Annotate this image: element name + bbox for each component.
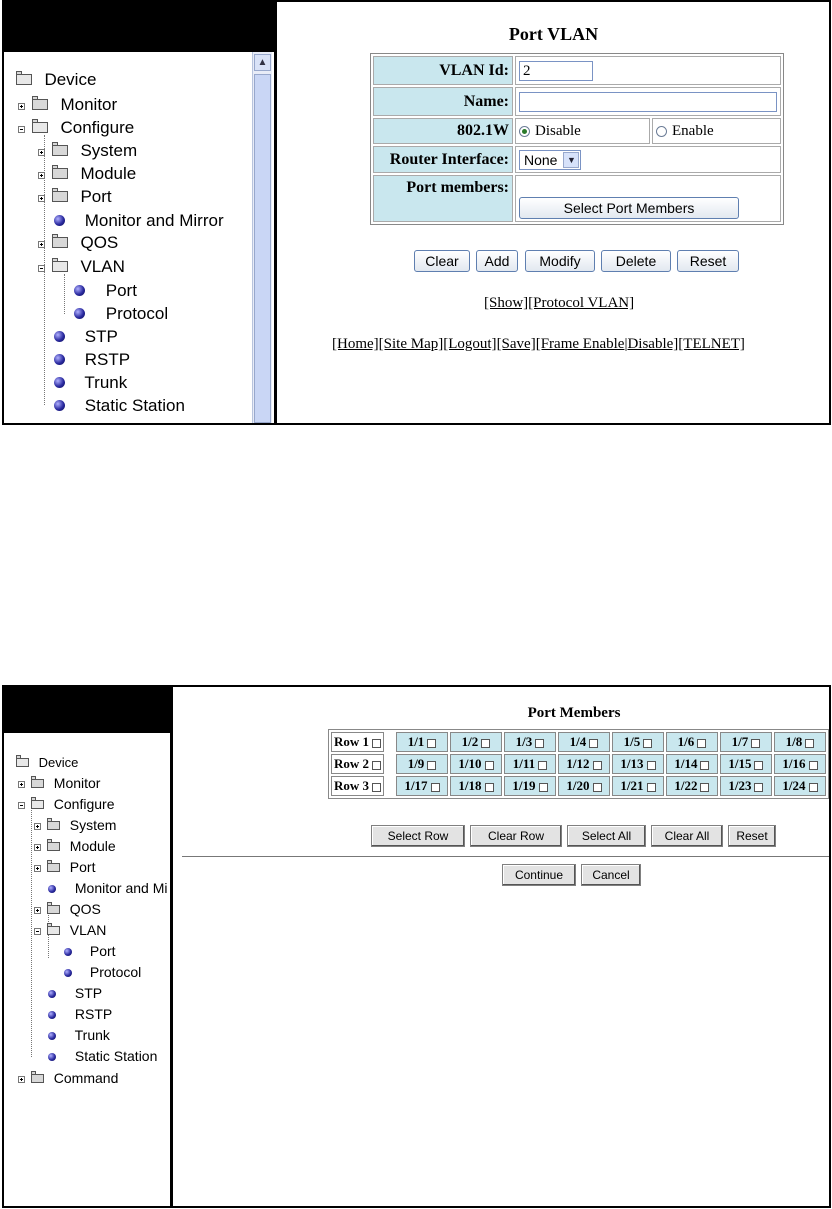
port-cell[interactable]: [396, 754, 448, 774]
port-cell[interactable]: [774, 776, 826, 796]
port-label: 1/24: [782, 778, 806, 793]
tree-item-label[interactable]: Monitor: [53, 775, 101, 791]
port-label: 1/2: [461, 734, 479, 749]
port-cell[interactable]: [720, 754, 772, 774]
port-checkbox[interactable]: [431, 783, 440, 792]
header-banner: [4, 2, 274, 52]
port-label: 1/19: [512, 778, 536, 793]
router-interface-label: Router Interface:: [373, 146, 513, 173]
port-checkbox[interactable]: [700, 761, 709, 770]
port-cell[interactable]: [396, 776, 448, 796]
port-cell[interactable]: [558, 732, 610, 752]
folder-icon: [31, 1074, 44, 1083]
folder-open-icon: [52, 261, 68, 272]
tree-item-label[interactable]: VLAN: [69, 922, 107, 938]
tree-item-rstp[interactable]: [54, 350, 130, 370]
expand-icon[interactable]: [34, 844, 41, 851]
tree-item-vlan[interactable]: [38, 257, 125, 277]
tree-item-monitor-mirror[interactable]: [54, 211, 224, 231]
port-checkbox[interactable]: [481, 739, 490, 748]
port-checkbox[interactable]: [751, 739, 760, 748]
tree-item-vlan-protocol[interactable]: [74, 304, 168, 324]
folder-open-icon: [47, 926, 60, 935]
tree-item-label[interactable]: Static Station: [84, 396, 185, 415]
vlan-id-label: VLAN Id:: [373, 56, 513, 85]
tree-item-label[interactable]: Port: [105, 281, 137, 300]
router-interface-value: None: [524, 151, 558, 168]
footer-links: [332, 336, 745, 353]
tree-item-label[interactable]: Port: [80, 187, 112, 206]
expand-icon[interactable]: [18, 1076, 25, 1083]
folder-open-icon: [16, 758, 29, 767]
port-label: 1/7: [731, 734, 749, 749]
tree-item-label[interactable]: Command: [53, 1070, 119, 1086]
bullet-icon: [64, 948, 72, 956]
folder-icon: [47, 821, 60, 830]
port-checkbox[interactable]: [485, 761, 494, 770]
reset-button[interactable]: Reset: [728, 825, 776, 847]
tree-item-qos[interactable]: [34, 901, 101, 917]
expand-icon[interactable]: [18, 781, 25, 788]
port-label: 1/14: [674, 756, 698, 771]
rstp-8021w-label: 802.1W: [373, 118, 513, 144]
tree-item-trunk[interactable]: [48, 1027, 110, 1043]
port-checkbox[interactable]: [593, 761, 602, 770]
expand-icon[interactable]: [38, 172, 45, 179]
bullet-icon: [54, 331, 65, 342]
router-interface-select[interactable]: [519, 150, 581, 170]
tree-item-vlan-protocol[interactable]: [64, 964, 141, 980]
enable-label: Enable: [672, 122, 714, 139]
port-cell[interactable]: [720, 732, 772, 752]
tree-item-configure[interactable]: [18, 118, 134, 138]
folder-icon: [47, 863, 60, 872]
frame-divider: [274, 2, 277, 425]
tree-item-label[interactable]: VLAN: [80, 257, 125, 276]
frame-enable-link[interactable]: [Frame Enable: [535, 336, 625, 352]
port-label: 1/21: [620, 778, 644, 793]
tree-root[interactable]: [16, 70, 96, 90]
port-cell[interactable]: [612, 754, 664, 774]
port-checkbox[interactable]: [485, 783, 494, 792]
port-label: 1/10: [458, 756, 482, 771]
scroll-up-icon[interactable]: ▲: [254, 54, 271, 71]
tree-item-system[interactable]: [34, 817, 116, 833]
tree-item-command[interactable]: [18, 1070, 118, 1086]
tree-item-label[interactable]: STP: [74, 985, 103, 1001]
clear-row-button[interactable]: Clear Row: [470, 825, 562, 847]
port-vlan-window: [2, 0, 831, 425]
logout-link[interactable]: [Logout]: [443, 336, 497, 352]
bullet-icon: [54, 400, 65, 411]
tree-item-label[interactable]: Monitor: [60, 95, 118, 114]
tree-item-stp[interactable]: [54, 327, 118, 347]
protocol-vlan-link[interactable]: [Protocol VLAN]: [528, 295, 635, 311]
port-cell[interactable]: [504, 754, 556, 774]
expand-icon[interactable]: [34, 823, 41, 830]
continue-button[interactable]: Continue: [502, 864, 576, 886]
port-cell[interactable]: [558, 754, 610, 774]
navigation-sidebar: [4, 733, 169, 1208]
folder-open-icon: [32, 122, 48, 133]
bullet-icon: [74, 285, 85, 296]
vlan-links: [484, 295, 634, 312]
tree-item-label[interactable]: Module: [69, 838, 116, 854]
tree-item-trunk[interactable]: [54, 373, 127, 393]
clear-button[interactable]: Clear: [414, 250, 470, 272]
add-button[interactable]: Add: [476, 250, 518, 272]
port-checkbox[interactable]: [427, 739, 436, 748]
port-cell[interactable]: [450, 754, 502, 774]
tree-item-label[interactable]: Configure: [60, 118, 135, 137]
row-select[interactable]: [331, 732, 384, 752]
home-link[interactable]: [Home]: [332, 336, 379, 352]
folder-open-icon: [31, 800, 44, 809]
tree-item-rstp[interactable]: [48, 1006, 112, 1022]
port-label: 1/13: [620, 756, 644, 771]
divider: [182, 856, 831, 857]
port-cell[interactable]: [396, 732, 448, 752]
row-label: Row 1: [334, 734, 370, 749]
port-cell[interactable]: [504, 732, 556, 752]
tree-item-vlan[interactable]: [34, 922, 106, 938]
tree-item-label[interactable]: Port: [89, 943, 116, 959]
page-title: Port VLAN: [508, 24, 599, 44]
port-vlan-form: [370, 53, 784, 225]
name-input[interactable]: [519, 92, 777, 112]
tree-item-label[interactable]: Trunk: [74, 1027, 110, 1043]
delete-button[interactable]: Delete: [601, 250, 671, 272]
tree-item-port[interactable]: [38, 187, 112, 207]
collapse-icon[interactable]: [18, 802, 25, 809]
port-checkbox[interactable]: [593, 783, 602, 792]
port-checkbox[interactable]: [427, 761, 436, 770]
port-label: 1/22: [674, 778, 698, 793]
tree-item-label[interactable]: QOS: [69, 901, 101, 917]
tree-item-module[interactable]: [34, 838, 116, 854]
select-row-button[interactable]: Select Row: [371, 825, 465, 847]
port-label: 1/15: [728, 756, 752, 771]
select-all-button[interactable]: Select All: [567, 825, 646, 847]
enable-radio[interactable]: [656, 126, 667, 137]
folder-icon: [52, 191, 68, 202]
expand-icon[interactable]: [18, 103, 25, 110]
disable-radio[interactable]: [519, 126, 530, 137]
folder-icon: [31, 779, 44, 788]
tree-item-qos[interactable]: [38, 233, 118, 253]
port-members-label: Port members:: [373, 175, 513, 222]
chevron-down-icon[interactable]: ▼: [563, 152, 579, 168]
tree-item-label[interactable]: System: [69, 817, 117, 833]
port-members-window: [2, 685, 831, 1208]
port-cell[interactable]: [612, 732, 664, 752]
port-checkbox[interactable]: [809, 761, 818, 770]
folder-icon: [52, 237, 68, 248]
bullet-icon: [48, 1053, 56, 1061]
tree-item-configure[interactable]: [18, 796, 114, 812]
tree-item-static-station[interactable]: [48, 1048, 157, 1064]
bullet-icon: [48, 990, 56, 998]
tree-item-module[interactable]: [38, 164, 136, 184]
port-cell[interactable]: [504, 776, 556, 796]
port-checkbox[interactable]: [538, 761, 547, 770]
folder-icon: [32, 99, 48, 110]
tree-item-system[interactable]: [38, 141, 137, 161]
row-label: Row 3: [334, 778, 370, 793]
tree-item-port[interactable]: [34, 859, 95, 875]
bullet-icon: [64, 969, 72, 977]
port-checkbox[interactable]: [805, 739, 814, 748]
show-link[interactable]: [Show]: [484, 295, 529, 311]
port-checkbox[interactable]: [647, 783, 656, 792]
tree-item-label[interactable]: RSTP: [84, 350, 131, 369]
port-cell[interactable]: [774, 732, 826, 752]
collapse-icon[interactable]: [38, 265, 45, 272]
port-cell[interactable]: [666, 732, 718, 752]
expand-icon[interactable]: [38, 241, 45, 248]
reset-button[interactable]: Reset: [677, 250, 739, 272]
tree-item-vlan-port[interactable]: [64, 943, 116, 959]
port-checkbox[interactable]: [535, 739, 544, 748]
port-checkbox[interactable]: [647, 761, 656, 770]
select-port-members-button[interactable]: Select Port Members: [519, 197, 739, 219]
bullet-icon: [54, 215, 65, 226]
tree-item-label[interactable]: Port: [69, 859, 96, 875]
sidebar-scrollbar[interactable]: [252, 52, 272, 425]
tree-item-label[interactable]: RSTP: [74, 1006, 113, 1022]
port-cell[interactable]: [666, 776, 718, 796]
folder-icon: [47, 905, 60, 914]
port-cell[interactable]: [774, 754, 826, 774]
bullet-icon: [74, 308, 85, 319]
tree-item-label[interactable]: STP: [84, 327, 118, 346]
port-cell[interactable]: [612, 776, 664, 796]
modify-button[interactable]: Modify: [525, 250, 595, 272]
expand-icon[interactable]: [34, 865, 41, 872]
name-label: Name:: [373, 87, 513, 116]
tree-root-label[interactable]: Device: [38, 755, 79, 770]
tree-item-stp[interactable]: [48, 985, 102, 1001]
tree-item-label[interactable]: Configure: [53, 796, 115, 812]
tree-item-static-station[interactable]: [54, 396, 185, 416]
expand-icon[interactable]: [38, 195, 45, 202]
tree-item-monitor[interactable]: [18, 775, 100, 791]
tree-item-label[interactable]: Module: [80, 164, 137, 183]
site-map-link[interactable]: [Site Map]: [378, 336, 444, 352]
vlan-id-input[interactable]: 2: [519, 61, 593, 81]
bullet-icon: [48, 1011, 56, 1019]
enable-option[interactable]: [652, 118, 781, 144]
port-cell[interactable]: [558, 776, 610, 796]
port-label: 1/4: [569, 734, 587, 749]
port-label: 1/16: [782, 756, 806, 771]
row-checkbox[interactable]: [372, 761, 381, 770]
folder-icon: [52, 168, 68, 179]
link-separator: |: [624, 336, 628, 352]
port-checkbox[interactable]: [589, 739, 598, 748]
tree-item-label[interactable]: QOS: [80, 233, 119, 252]
tree-item-label[interactable]: Protocol: [89, 964, 142, 980]
tree-item-label[interactable]: System: [80, 141, 138, 160]
port-label: 1/11: [512, 756, 536, 771]
frame-divider: [170, 687, 173, 1208]
row-label: Row 2: [334, 756, 370, 771]
port-members-grid: [328, 729, 829, 799]
expand-icon[interactable]: [34, 907, 41, 914]
row-checkbox[interactable]: [372, 739, 381, 748]
tree-item-label[interactable]: Monitor and Mirror: [84, 211, 224, 230]
navigation-sidebar: [4, 52, 272, 425]
tree-item-label[interactable]: Trunk: [84, 373, 128, 392]
bullet-icon: [48, 1032, 56, 1040]
tree-item-monitor-mirror[interactable]: [48, 880, 167, 896]
port-label: 1/17: [404, 778, 428, 793]
port-checkbox[interactable]: [754, 783, 763, 792]
port-checkbox[interactable]: [697, 739, 706, 748]
tree-root-label[interactable]: Device: [44, 70, 97, 89]
port-label: 1/9: [407, 756, 425, 771]
port-label: 1/3: [515, 734, 533, 749]
telnet-link[interactable]: [TELNET]: [678, 336, 745, 352]
port-cell[interactable]: [450, 776, 502, 796]
port-checkbox[interactable]: [754, 761, 763, 770]
bullet-icon: [48, 885, 56, 893]
port-label: 1/5: [623, 734, 641, 749]
bullet-icon: [54, 377, 65, 388]
collapse-icon[interactable]: [18, 126, 25, 133]
collapse-icon[interactable]: [34, 928, 41, 935]
row-select[interactable]: [331, 776, 384, 796]
disable-label: Disable: [535, 122, 581, 139]
disable-option[interactable]: [515, 118, 650, 144]
port-checkbox[interactable]: [643, 739, 652, 748]
folder-icon: [52, 145, 68, 156]
header-banner: [4, 687, 170, 733]
tree-item-label[interactable]: Monitor and Mi: [74, 880, 168, 896]
tree-root[interactable]: [16, 755, 78, 770]
port-checkbox[interactable]: [809, 783, 818, 792]
folder-icon: [47, 842, 60, 851]
port-cell[interactable]: [666, 754, 718, 774]
port-cell[interactable]: [450, 732, 502, 752]
expand-icon[interactable]: [38, 149, 45, 156]
port-label: 1/8: [785, 734, 803, 749]
row-select[interactable]: [331, 754, 384, 774]
port-checkbox[interactable]: [700, 783, 709, 792]
tree-item-monitor[interactable]: [18, 95, 117, 115]
port-label: 1/12: [566, 756, 590, 771]
port-label: 1/23: [728, 778, 752, 793]
bullet-icon: [54, 354, 65, 365]
port-label: 1/18: [458, 778, 482, 793]
tree-item-vlan-port[interactable]: [74, 281, 137, 301]
row-checkbox[interactable]: [372, 783, 381, 792]
cancel-button[interactable]: Cancel: [581, 864, 641, 886]
port-checkbox[interactable]: [539, 783, 548, 792]
port-label: 1/20: [566, 778, 590, 793]
scroll-thumb[interactable]: [254, 74, 271, 423]
folder-open-icon: [16, 74, 32, 85]
port-label: 1/6: [677, 734, 695, 749]
clear-all-button[interactable]: Clear All: [651, 825, 723, 847]
port-cell[interactable]: [720, 776, 772, 796]
frame-disable-link[interactable]: Disable]: [627, 336, 679, 352]
save-link[interactable]: [Save]: [496, 336, 536, 352]
tree-item-label[interactable]: Static Station: [74, 1048, 158, 1064]
port-label: 1/1: [407, 734, 425, 749]
tree-item-label[interactable]: Protocol: [105, 304, 169, 323]
page-title: Port Members: [527, 705, 621, 721]
